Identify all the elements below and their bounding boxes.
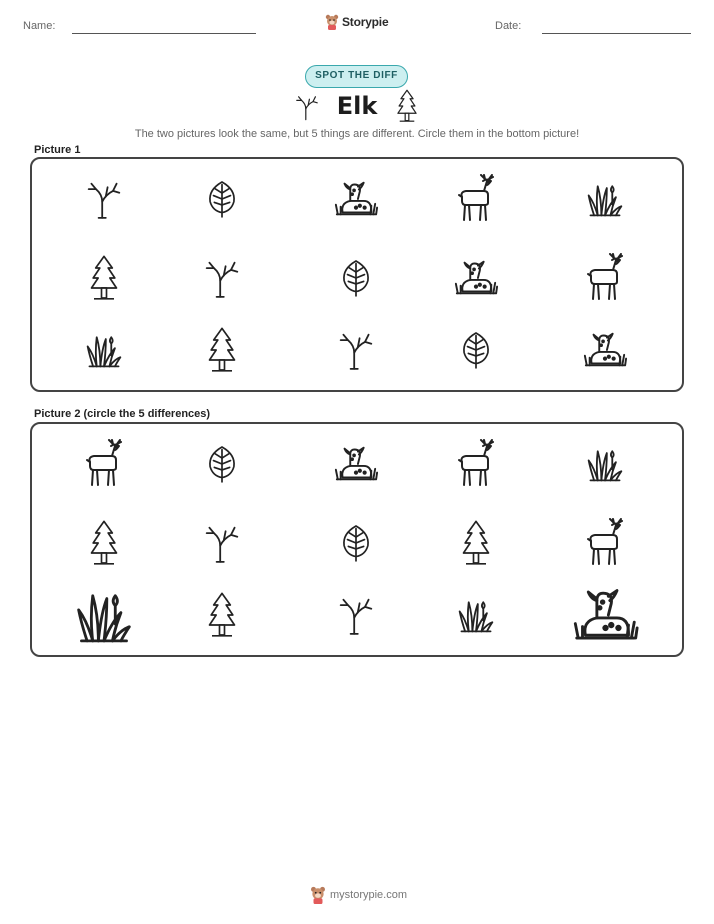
footer-url[interactable]: mystorypie.com	[330, 889, 408, 901]
fawn-lying-icon[interactable]	[333, 444, 379, 484]
picture2-frame[interactable]	[30, 422, 684, 657]
spot-the-diff-badge: SPOT THE DIFF	[305, 65, 408, 88]
date-line[interactable]	[542, 33, 691, 34]
leaf-icon	[459, 329, 493, 371]
page-title: Elk	[336, 92, 378, 120]
picture1-frame	[30, 157, 684, 392]
name-label: Name:	[23, 20, 56, 32]
name-line[interactable]	[72, 33, 256, 34]
deer-standing-icon	[454, 174, 498, 224]
brand-name: Storypie	[342, 15, 389, 29]
fawn-lying-icon[interactable]	[571, 585, 640, 645]
deer-standing-icon[interactable]	[583, 518, 627, 568]
date-label: Date:	[495, 20, 522, 32]
coral-branch-icon	[295, 93, 319, 121]
bear-mascot-icon	[325, 14, 339, 30]
coral-branch-icon	[204, 256, 240, 300]
picture1-label: Picture 1	[34, 144, 81, 156]
pine-tree-icon	[207, 325, 237, 375]
leaf-icon	[339, 257, 373, 299]
grass-tuft-icon[interactable]	[456, 594, 496, 636]
instructions: The two pictures look the same, but 5 things are different. Circle them in the bottom picture!	[134, 128, 580, 140]
pine-tree-icon[interactable]	[207, 590, 237, 640]
deer-standing-icon	[583, 253, 627, 303]
pine-tree-icon	[396, 89, 418, 123]
grass-tuft-icon	[585, 178, 625, 220]
coral-branch-icon	[338, 328, 374, 372]
footer	[310, 886, 407, 904]
grass-tuft-icon	[84, 329, 124, 371]
coral-branch-icon[interactable]	[204, 521, 240, 565]
leaf-icon	[205, 178, 239, 220]
bear-mascot-icon	[310, 886, 326, 904]
picture2-label: Picture 2 (circle the 5 differences)	[34, 408, 211, 420]
fawn-lying-icon	[453, 258, 499, 298]
pine-tree-icon	[89, 253, 119, 303]
leaf-icon[interactable]	[205, 443, 239, 485]
fawn-lying-icon	[582, 330, 628, 370]
coral-branch-icon	[86, 177, 122, 221]
deer-standing-icon[interactable]	[82, 439, 126, 489]
pine-tree-icon[interactable]	[89, 518, 119, 568]
brand-logo	[325, 14, 388, 30]
grass-tuft-icon[interactable]	[73, 583, 135, 648]
leaf-icon[interactable]	[339, 522, 373, 564]
deer-standing-icon[interactable]	[454, 439, 498, 489]
coral-branch-icon[interactable]	[338, 593, 374, 637]
fawn-lying-icon	[333, 179, 379, 219]
pine-tree-icon[interactable]	[461, 518, 491, 568]
grass-tuft-icon[interactable]	[585, 443, 625, 485]
